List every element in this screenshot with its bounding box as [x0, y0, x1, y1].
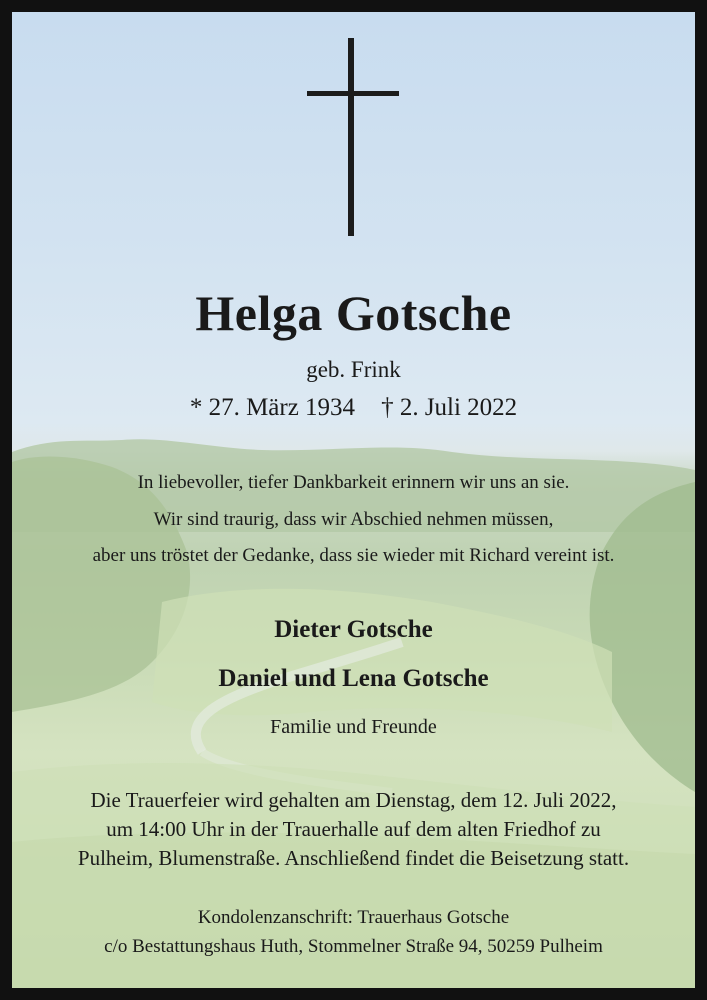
- notice-panel: [12, 12, 695, 988]
- verse-line: Wir sind traurig, dass wir Abschied nehmen müssen,: [153, 509, 554, 530]
- mourner-name: Dieter Gotsche: [274, 616, 433, 643]
- mourner-family: Familie und Freunde: [270, 716, 437, 738]
- verse-line: In liebevoller, tiefer Dankbarkeit erinnern wir uns an sie.: [137, 472, 570, 493]
- death-date: † 2. Juli 2022: [381, 394, 518, 421]
- condolence-address-line: Kondolenzanschrift: Trauerhaus Gotsche: [197, 907, 510, 928]
- mourner-name: Daniel und Lena Gotsche: [218, 665, 489, 692]
- deceased-name: Helga Gotsche: [195, 285, 512, 341]
- service-info-line: um 14:00 Uhr in der Trauerhalle auf dem alten Friedhof zu: [106, 817, 601, 841]
- service-info-line: Pulheim, Blumenstraße. Anschließend findet die Beisetzung statt.: [77, 846, 630, 870]
- service-info-line: Die Trauerfeier wird gehalten am Dienstag, dem 12. Juli 2022,: [90, 788, 617, 812]
- life-dates: [12, 394, 695, 422]
- verse-line: aber uns tröstet der Gedanke, dass sie wieder mit Richard vereint ist.: [92, 545, 615, 566]
- condolence-address-line: c/o Bestattungshaus Huth, Stommelner Straße 94, 50259 Pulheim: [104, 936, 603, 957]
- maiden-name: geb. Frink: [306, 357, 401, 382]
- cross-icon: [307, 38, 399, 236]
- birth-date: * 27. März 1934: [189, 394, 356, 421]
